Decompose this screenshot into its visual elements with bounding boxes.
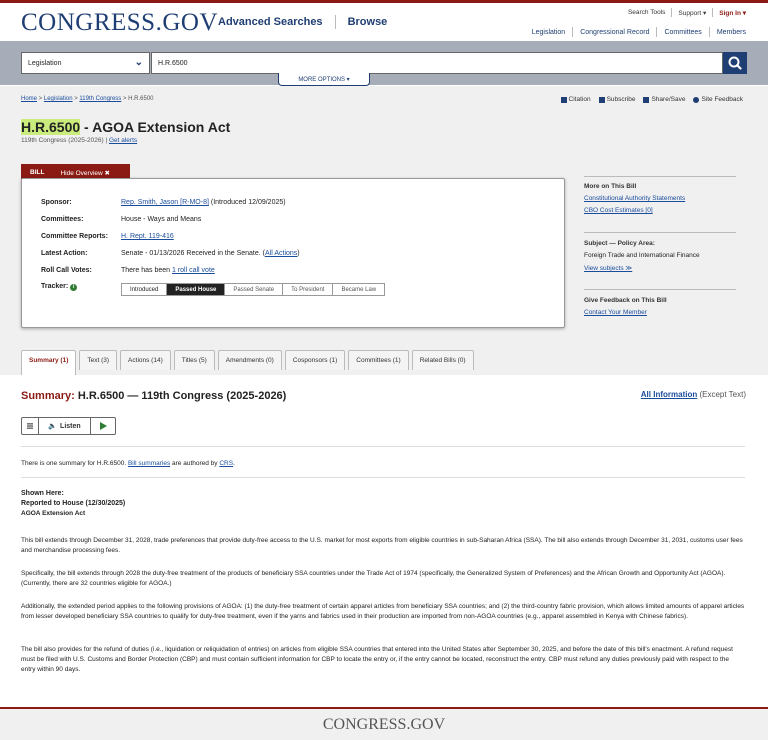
- roll-call-value: [121, 267, 215, 274]
- reports-row: [41, 233, 174, 240]
- policy-area-value: Foreign Trade and International Finance: [584, 252, 700, 259]
- tracker-label-wrap: [41, 283, 121, 296]
- bill-summaries-link[interactable]: Bill summaries: [127, 460, 171, 467]
- site-logo[interactable]: CONGRESS.GOV: [21, 9, 219, 36]
- search-button[interactable]: [723, 52, 747, 74]
- more-on-bill-heading: More on This Bill: [584, 183, 637, 190]
- view-subjects-link[interactable]: View subjects ≫: [584, 265, 633, 272]
- play-button[interactable]: [91, 418, 115, 434]
- latest-action-label: Latest Action:: [41, 250, 88, 257]
- hide-overview-button[interactable]: Hide Overview ✖: [60, 170, 110, 177]
- divider: [584, 289, 736, 290]
- divider: [21, 477, 745, 478]
- sub-nav: [532, 27, 746, 37]
- tab-titles[interactable]: Titles (5): [174, 350, 215, 370]
- divider: [21, 446, 745, 447]
- play-icon: [100, 422, 107, 430]
- subnav-legislation[interactable]: Legislation: [531, 28, 566, 36]
- tab-committees[interactable]: Committees (1): [348, 350, 408, 370]
- subnav-members[interactable]: Members: [716, 28, 746, 36]
- give-feedback: [584, 297, 736, 321]
- cbo-cost-estimates-link[interactable]: CBO Cost Estimates [0]: [584, 207, 653, 214]
- tracker-row: [41, 283, 385, 296]
- header-nav: [218, 15, 387, 29]
- footer-logo[interactable]: CONGRESS.GOV: [322, 716, 446, 733]
- policy-area-heading: Subject — Policy Area:: [584, 240, 655, 247]
- tracker-label: Tracker:: [41, 283, 69, 290]
- breadcrumb-current: H.R.6500: [128, 96, 154, 102]
- summary-paragraph-3: Additionally, the extended period applies to the following provisions of AGOA: (1) the duty-free treatment of certain apparel articles from beneficiary SSA countries; and (2) the third-country fabric provision, which allows limited amounts of apparel articles from lesser developed beneficiary SSA countries to qualify for duty-free treatment, even if the yarns and fabrics used in their production are imported from non-AGOA countries (e.g., apparel assembled in Kenya with Chinese fabrics).: [21, 603, 745, 620]
- summary-intro: [21, 459, 745, 469]
- bill-number: H.R.6500: [21, 119, 81, 135]
- latest-action-text: Senate - 01/13/2026 Received in the Senate. (: [121, 250, 265, 257]
- sponsor-introduced: (Introduced 12/09/2025): [208, 199, 286, 206]
- feedback-heading: Give Feedback on This Bill: [584, 297, 667, 304]
- breadcrumb: Home > Legislation > 119th Congress > H.R.6500: [21, 96, 154, 102]
- summary-paragraph-2: Specifically, the bill extends through 2028 the duty-free treatment of the products of beneficiary SSA countries under the Trade Act of 1974 (specifically, the Generalized System of Preferences) and the African Growth and Opportunity Act (AGOA). (Currently, there are 32 countries eligible for AGOA.): [21, 570, 726, 587]
- policy-area: [584, 240, 736, 277]
- info-icon[interactable]: i: [70, 284, 77, 291]
- subscribe-label: Subscribe: [606, 96, 636, 103]
- feedback-label: Site Feedback: [701, 96, 743, 103]
- all-information: [641, 390, 746, 399]
- latest-action-value: [121, 250, 300, 257]
- reports-label: Committee Reports:: [41, 233, 108, 240]
- tracker-step-became-law: Became Law: [341, 287, 377, 293]
- sponsor-link[interactable]: Rep. Smith, Jason [R-MO-8]: [121, 199, 209, 206]
- tab-related-bills[interactable]: Related Bills (0): [412, 350, 474, 370]
- search-tools-link[interactable]: Search Tools: [627, 9, 666, 16]
- tracker-step-passed-house: Passed House: [167, 284, 225, 295]
- breadcrumb-legislation[interactable]: Legislation: [43, 96, 73, 102]
- roll-call-row: [41, 267, 215, 274]
- committees-value: House - Ways and Means: [121, 216, 202, 223]
- roll-call-link[interactable]: 1 roll call vote: [171, 267, 215, 274]
- subscribe-button[interactable]: [599, 96, 636, 103]
- tracker-step-introduced: Introduced: [122, 284, 167, 295]
- all-information-link[interactable]: All Information: [640, 390, 698, 399]
- committees-row: [41, 216, 201, 223]
- congress-session: 119th Congress (2025-2026): [21, 137, 104, 144]
- summary-title-text: H.R.6500 — 119th Congress (2025-2026): [74, 390, 287, 402]
- intro-end: .: [233, 460, 235, 467]
- share-label: Share/Save: [651, 96, 686, 103]
- support-menu[interactable]: Support ▾: [678, 9, 707, 17]
- bill-title: - AGOA Extension Act: [80, 119, 231, 135]
- summary-title: [21, 390, 286, 402]
- tracker-step-passed-senate: Passed Senate: [225, 284, 283, 295]
- roll-call-text: There has been: [121, 267, 172, 274]
- more-on-bill: [584, 183, 736, 219]
- advanced-searches-link[interactable]: Advanced Searches: [218, 16, 323, 28]
- top-accent-bar: [0, 0, 768, 3]
- search-input[interactable]: [151, 52, 723, 74]
- menu-icon[interactable]: [22, 418, 39, 434]
- shown-here-label: Shown Here:: [21, 490, 64, 497]
- divider: [712, 8, 713, 17]
- divider: [671, 8, 672, 17]
- tab-cosponsors[interactable]: Cosponsors (1): [285, 350, 345, 370]
- divider: [584, 176, 736, 177]
- sponsor-row: [41, 199, 286, 206]
- divider: [572, 27, 573, 37]
- breadcrumb-home[interactable]: Home: [21, 96, 38, 102]
- tab-actions[interactable]: Actions (14): [120, 350, 171, 370]
- search-scope-value: Legislation: [28, 60, 62, 67]
- summary-version: [21, 489, 125, 519]
- subnav-congressional-record[interactable]: Congressional Record: [580, 28, 650, 36]
- divider: [709, 27, 710, 37]
- roll-call-label: Roll Call Votes:: [41, 267, 92, 274]
- latest-action-row: [41, 250, 300, 257]
- tracker-step-to-president: To President: [283, 284, 333, 295]
- summary-title-label: Summary:: [21, 390, 75, 402]
- search-scope-select[interactable]: [21, 52, 150, 74]
- intro-text: There is one summary for H.R.6500.: [21, 460, 128, 467]
- share-save-button[interactable]: [643, 96, 685, 103]
- latest-action-close: ): [297, 250, 300, 257]
- feedback-bubble-icon: [693, 97, 699, 103]
- divider: [335, 15, 336, 29]
- committees-label: Committees:: [41, 216, 84, 223]
- except-text: (Except Text): [697, 390, 746, 399]
- bill-tabs: [21, 350, 477, 375]
- citation-label: Citation: [568, 96, 591, 103]
- citation-icon: [561, 97, 567, 103]
- tab-text[interactable]: Text (3): [79, 350, 117, 370]
- contact-member-link[interactable]: Contact Your Member: [584, 309, 647, 316]
- reported-label: Reported to House (12/30/2025): [21, 500, 126, 507]
- page-tools: [553, 96, 743, 103]
- divider: [584, 232, 736, 233]
- chevron-down-icon: ⌄: [134, 57, 143, 68]
- search-input-value: H.R.6500: [158, 60, 188, 67]
- breadcrumb-congress[interactable]: 119th Congress: [79, 96, 122, 102]
- overview-tab-label: BILL: [30, 169, 45, 176]
- listen-button[interactable]: [39, 418, 91, 434]
- subnav-committees[interactable]: Committees: [664, 28, 702, 36]
- search-icon: [723, 52, 747, 74]
- constitutional-authority-link[interactable]: Constitutional Authority Statements: [584, 195, 686, 202]
- speaker-icon: 🔈: [48, 423, 58, 430]
- share-icon: [643, 97, 649, 103]
- congress-line: 119th Congress (2025-2026) | Get alerts: [21, 137, 138, 144]
- get-alerts-link[interactable]: Get alerts: [108, 137, 138, 144]
- tab-summary[interactable]: Summary (1): [21, 350, 76, 375]
- divider: [656, 27, 657, 37]
- site-feedback-button[interactable]: [693, 96, 743, 103]
- intro-mid: are authored by: [170, 460, 220, 467]
- listen-label: Listen: [60, 422, 81, 430]
- sponsor-value: [121, 199, 286, 206]
- all-actions-link[interactable]: All Actions: [265, 250, 298, 257]
- utility-nav: [628, 8, 746, 17]
- sponsor-label: Sponsor:: [41, 199, 72, 206]
- bill-tracker: [121, 283, 385, 296]
- summary-paragraph-1: This bill extends through December 31, 2028, trade preferences that provide duty-free access to the U.S. market for most exports from eligible countries in sub-Saharan Africa (SSA). The bill also extends through December 31, 2031, customs user fees and merchandise processing fees.: [21, 537, 743, 554]
- summary-paragraph-4: The bill also provides for the refund of duties (i.e., liquidation or reliquidation of entries) on articles from eligible SSA countries that entered into the United States after September 30, 2025, and before the date of this bill's enactment. A refund request must be filed with U.S. Customs and Border Protection (CBP) and must contain sufficient information for CBP to locate the entry or, if the entry cannot be located, reconstruct the entry. CBP must refund any duties previously paid with respect to the entry within 90 days.: [21, 646, 733, 673]
- citation-button[interactable]: [561, 96, 591, 103]
- sign-in-menu[interactable]: Sign In ▾: [719, 9, 746, 17]
- act-name: AGOA Extension Act: [21, 510, 86, 517]
- browse-link[interactable]: Browse: [347, 16, 388, 28]
- committee-report-link[interactable]: H. Rept. 119-416: [121, 233, 174, 240]
- tab-amendments[interactable]: Amendments (0): [218, 350, 282, 370]
- subscribe-icon: [599, 97, 605, 103]
- page-title: [21, 119, 230, 135]
- listen-player: [21, 417, 116, 435]
- crs-link[interactable]: CRS: [219, 460, 234, 467]
- more-options-button[interactable]: MORE OPTIONS ▾: [278, 73, 370, 86]
- overview-panel: [21, 178, 565, 328]
